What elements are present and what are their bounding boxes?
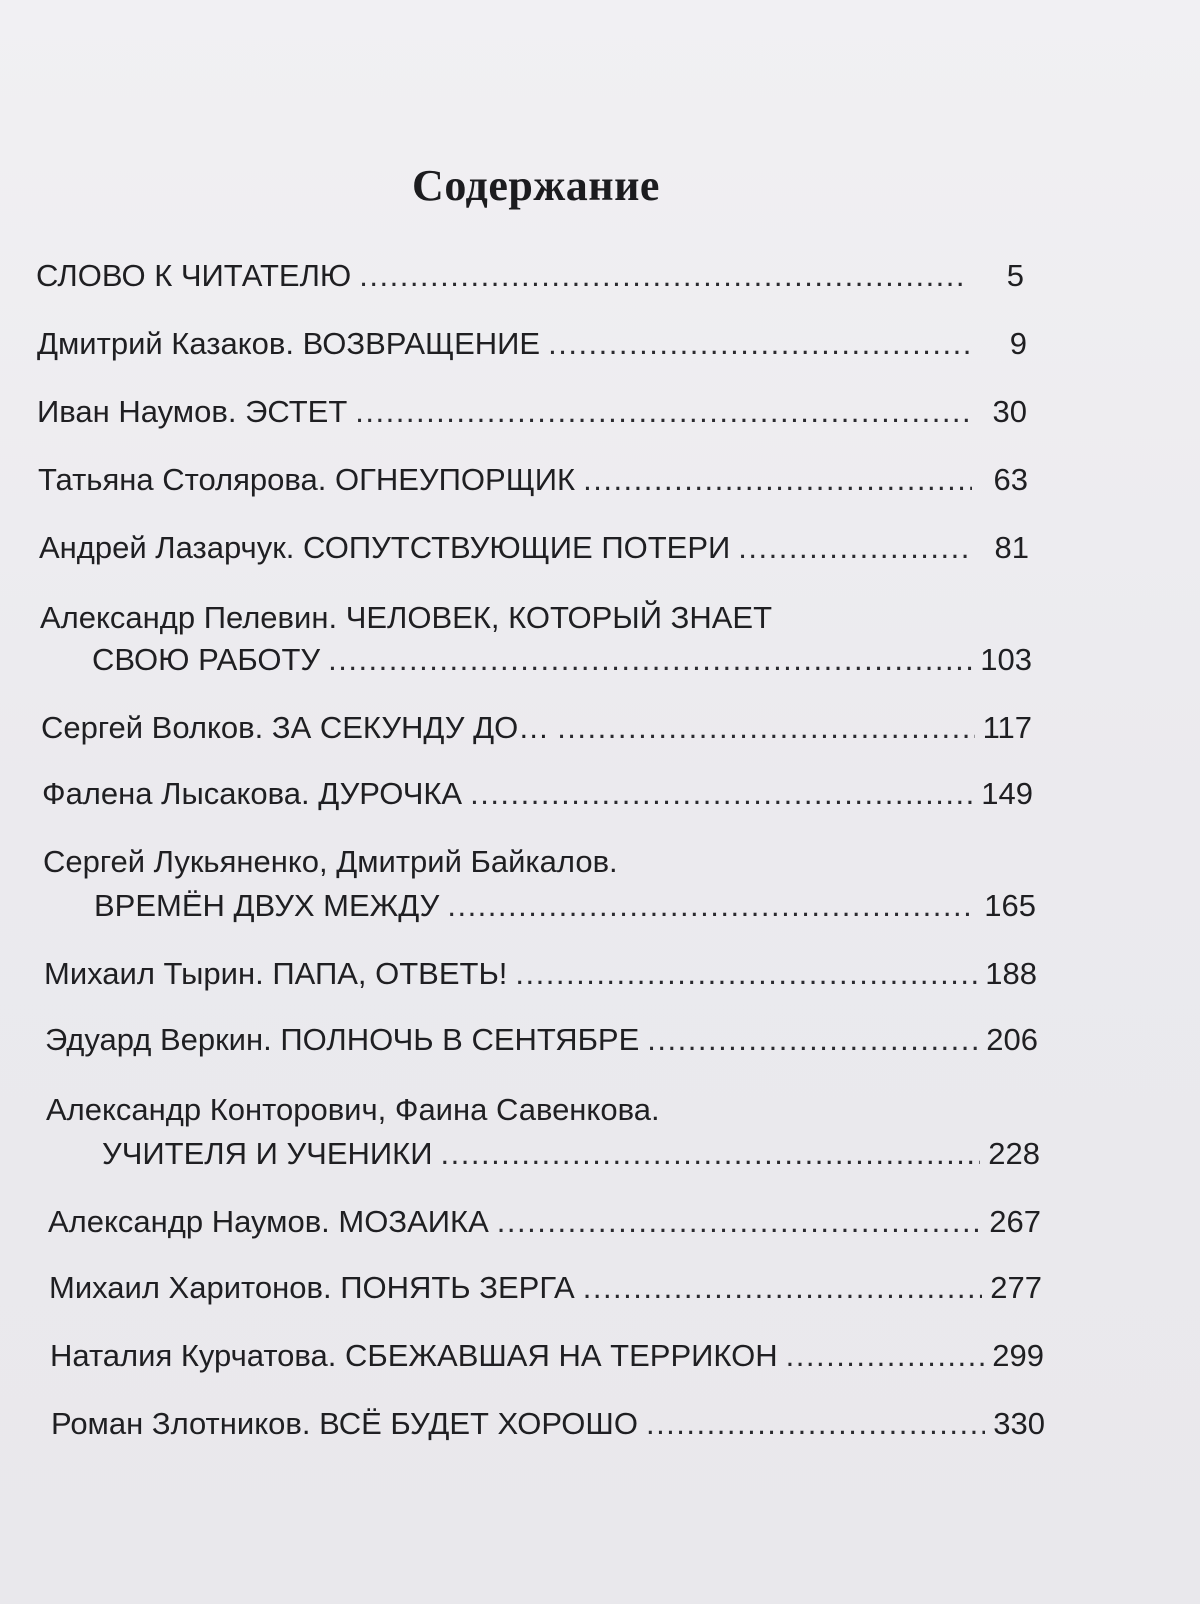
toc-author: Андрей Лазарчук. bbox=[39, 530, 295, 565]
toc-title: ВОЗВРАЩЕНИЕ bbox=[302, 326, 541, 361]
dot-leader bbox=[497, 1204, 981, 1240]
toc-title: ЧЕЛОВЕК, КОТОРЫЙ ЗНАЕТ bbox=[345, 600, 773, 635]
toc-entry-1 bbox=[36, 258, 1024, 294]
toc-entry-9-line-1 bbox=[43, 844, 618, 880]
toc-page-number: 149 bbox=[981, 776, 1033, 811]
dot-leader bbox=[470, 776, 973, 812]
toc-author: Михаил Харитонов. bbox=[49, 1270, 332, 1305]
toc-author: Сергей Лукьяненко, Дмитрий Байкалов. bbox=[43, 844, 618, 879]
dot-leader bbox=[515, 956, 977, 992]
toc-page-number: 30 bbox=[992, 394, 1027, 429]
toc-author: Михаил Тырин. bbox=[44, 956, 264, 991]
toc-author: Сергей Волков. bbox=[41, 710, 264, 745]
toc-page-number: 330 bbox=[993, 1406, 1045, 1441]
toc-page-number: 103 bbox=[980, 642, 1032, 677]
toc-entry-2 bbox=[37, 326, 1027, 362]
toc-title-continued: ВРЕМЁН ДВУХ МЕЖДУ bbox=[94, 888, 440, 923]
toc-title: СОПУТСТВУЮЩИЕ ПОТЕРИ bbox=[303, 530, 731, 565]
toc-author: Эдуард Веркин. bbox=[45, 1022, 272, 1057]
dot-leader bbox=[557, 710, 974, 746]
toc-title: СЛОВО К ЧИТАТЕЛЮ bbox=[36, 258, 352, 293]
toc-title: ДУРОЧКА bbox=[318, 776, 463, 811]
toc-page-number: 9 bbox=[1009, 326, 1027, 361]
dot-leader bbox=[359, 258, 968, 294]
toc-entry-6 bbox=[92, 642, 1032, 678]
toc-entry-5 bbox=[39, 530, 1029, 566]
dot-leader bbox=[583, 462, 972, 498]
toc-author: Дмитрий Казаков. bbox=[37, 326, 294, 361]
toc-author: Татьяна Столярова. bbox=[38, 462, 327, 497]
toc-title: ПАПА, ОТВЕТЬ! bbox=[272, 956, 508, 991]
toc-page-number: 206 bbox=[986, 1022, 1038, 1057]
toc-entry-8 bbox=[42, 776, 1033, 812]
toc-entry-16 bbox=[51, 1406, 1045, 1442]
toc-title: МОЗАИКА bbox=[338, 1204, 489, 1239]
toc-entry-11 bbox=[45, 1022, 1038, 1058]
toc-title: ПОЛНОЧЬ В СЕНТЯБРЕ bbox=[280, 1022, 640, 1057]
toc-entry-7 bbox=[41, 710, 1032, 746]
page-title: Содержание bbox=[412, 161, 660, 210]
dot-leader bbox=[786, 1338, 985, 1374]
toc-title: ЗА СЕКУНДУ ДО… bbox=[271, 710, 550, 745]
toc-page-number: 5 bbox=[1006, 258, 1024, 293]
toc-page-number: 299 bbox=[992, 1338, 1044, 1373]
toc-entry-15 bbox=[50, 1338, 1044, 1374]
toc-entry-3 bbox=[37, 394, 1027, 430]
toc-title-continued: СВОЮ РАБОТУ bbox=[92, 642, 321, 677]
dot-leader bbox=[738, 530, 973, 566]
toc-page-number: 117 bbox=[982, 710, 1032, 745]
toc-page-number: 277 bbox=[990, 1270, 1042, 1305]
toc-title: ВСЁ БУДЕТ ХОРОШО bbox=[319, 1406, 638, 1441]
dot-leader bbox=[583, 1270, 983, 1306]
dot-leader bbox=[441, 1136, 981, 1172]
toc-entry-14 bbox=[49, 1270, 1042, 1306]
dot-leader bbox=[646, 1406, 985, 1442]
toc-entry-10 bbox=[44, 956, 1037, 992]
toc-author: Роман Злотников. bbox=[51, 1406, 311, 1441]
toc-title-continued: УЧИТЕЛЯ И УЧЕНИКИ bbox=[102, 1136, 433, 1171]
toc-entry-13 bbox=[48, 1204, 1041, 1240]
toc-page-number: 228 bbox=[988, 1136, 1040, 1171]
toc-entry-12-line-1 bbox=[46, 1092, 660, 1128]
toc-title: СБЕЖАВШАЯ НА ТЕРРИКОН bbox=[345, 1338, 778, 1373]
toc-page-number: 267 bbox=[989, 1204, 1041, 1239]
toc-page-number: 63 bbox=[993, 462, 1028, 497]
toc-author: Наталия Курчатова. bbox=[50, 1338, 337, 1373]
dot-leader bbox=[548, 326, 971, 362]
toc-page-number: 81 bbox=[994, 530, 1029, 565]
toc-entry-9 bbox=[94, 888, 1036, 924]
toc-entry-6-line-1 bbox=[40, 600, 772, 636]
toc-title: ПОНЯТЬ ЗЕРГА bbox=[340, 1270, 575, 1305]
toc-author: Александр Наумов. bbox=[48, 1204, 330, 1239]
toc-author: Фалена Лысакова. bbox=[42, 776, 310, 811]
toc-author: Александр Конторович, Фаина Савенкова. bbox=[46, 1092, 660, 1127]
toc-entry-4 bbox=[38, 462, 1028, 498]
toc-author: Александр Пелевин. bbox=[40, 600, 338, 635]
dot-leader bbox=[647, 1022, 978, 1058]
toc-title: ОГНЕУПОРЩИК bbox=[334, 462, 576, 497]
toc-entry-12 bbox=[102, 1136, 1040, 1172]
toc-page-number: 188 bbox=[985, 956, 1037, 991]
toc-page-number: 165 bbox=[984, 888, 1036, 923]
dot-leader bbox=[447, 888, 976, 924]
toc-title: ЭСТЕТ bbox=[245, 394, 348, 429]
toc-author: Иван Наумов. bbox=[37, 394, 237, 429]
dot-leader bbox=[355, 394, 971, 430]
dot-leader bbox=[328, 642, 972, 678]
